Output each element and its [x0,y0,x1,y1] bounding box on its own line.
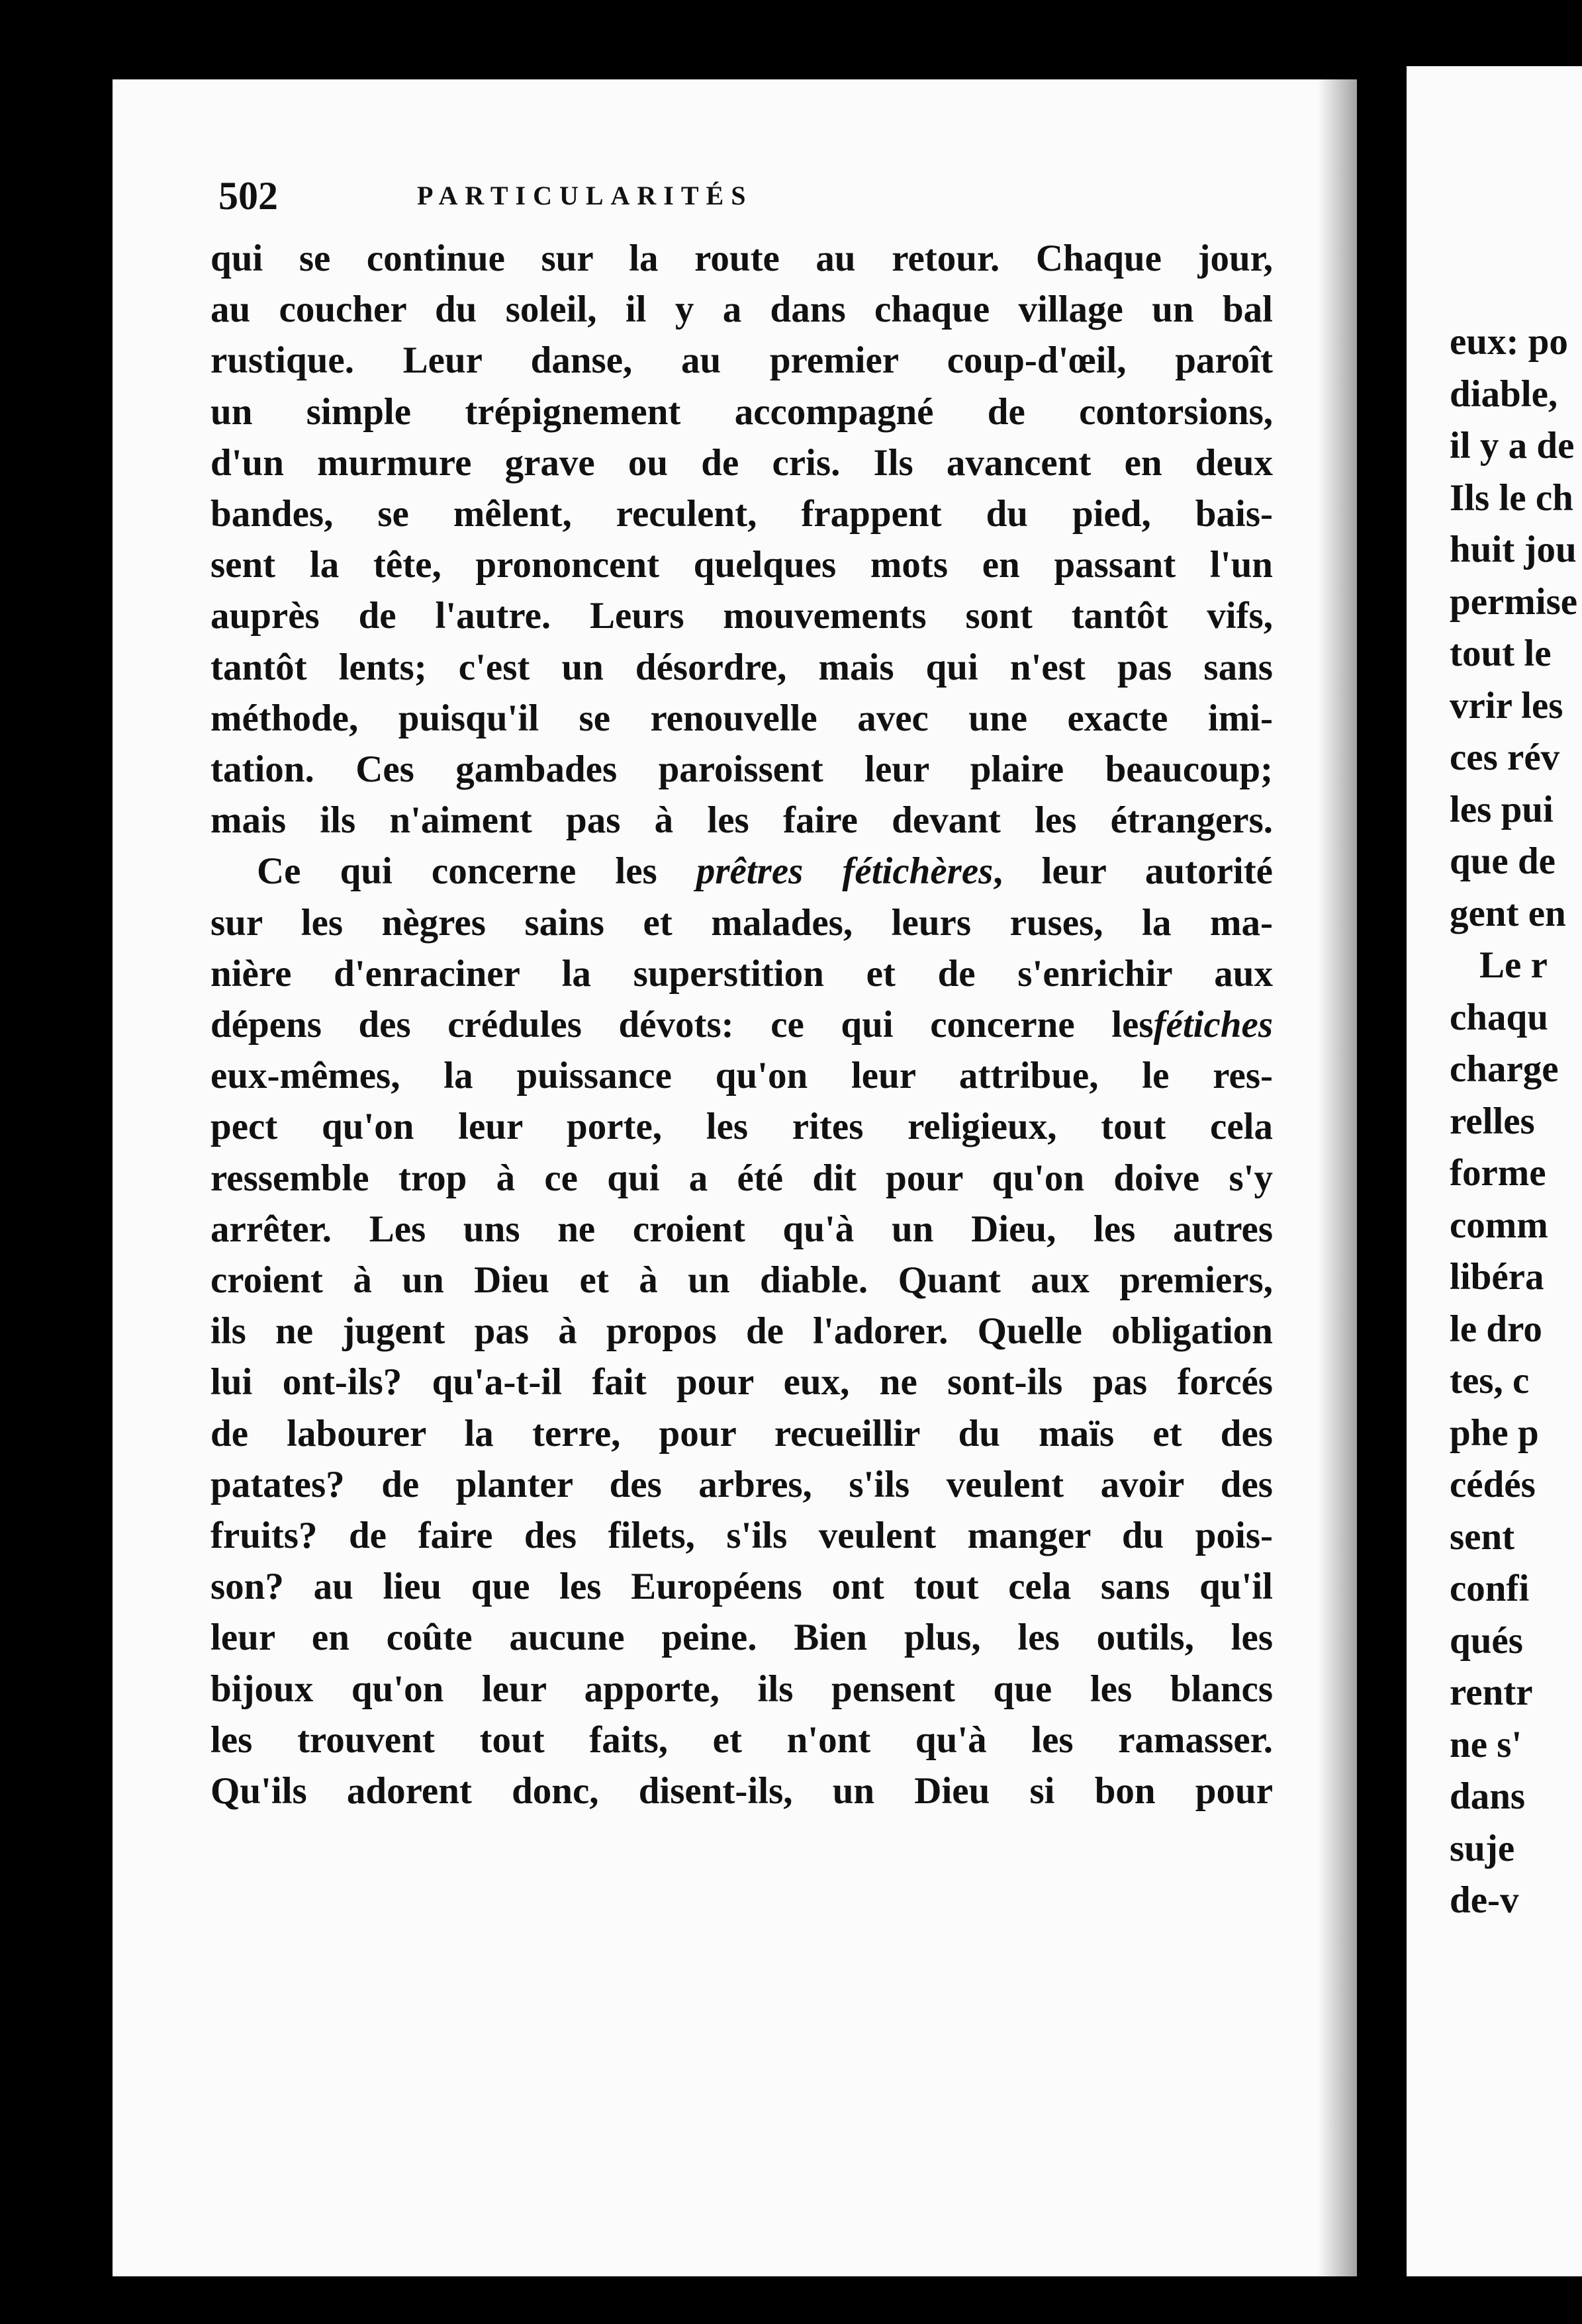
text-fragment: le dro [1450,1308,1542,1350]
text-fragment: libéra [1450,1256,1544,1298]
text-fragment: forme [1450,1152,1546,1194]
running-title: PARTICULARITÉS [417,181,753,210]
text-line: nière d'enraciner la superstition et de s'enrichir aux [210,952,1273,995]
text-fragment: que de [1450,840,1556,882]
body-text [210,233,1273,1816]
text-fragment: qués [1450,1619,1523,1662]
text-fragment: diable, [1450,373,1558,415]
text-fragment: relles [1450,1100,1535,1142]
text-line: qui se continue sur la route au retour. Chaque jour, [210,238,1273,279]
text-line: sent la tête, prononcent quelques mots en passant l'un [210,544,1273,586]
text-line: tantôt lents; c'est un désordre, mais qui n'est pas sans [210,646,1273,688]
text-fragment: vrir les [1450,684,1563,727]
text-line: au coucher du soleil, il y a dans chaque village un bal [210,289,1273,331]
text-fragment: dans [1450,1775,1526,1817]
text-line: eux-mêmes, la puissance qu'on leur attribue, le res- [210,1055,1273,1097]
text-line: tation. Ces gambades paroissent leur plaire beaucoup; [210,748,1273,791]
text-line [210,846,1273,897]
text-fragment: permise [1450,580,1578,623]
text-fragment: ces rév [1450,737,1560,778]
text-fragment: gent en [1450,892,1566,934]
text-fragment: Ils le ch [1450,476,1573,519]
text-line: fruits? de faire des filets, s'ils veulent manger du pois- [210,1515,1273,1557]
gutter-shadow [1317,79,1357,2276]
text-fragment: huit jou [1450,529,1577,570]
text-line: un simple trépignement accompagné de contorsions, [210,390,1273,433]
text-line: auprès de l'autre. Leurs mouvements sont tantôt vifs, [210,595,1273,637]
text-line: de labourer la terre, pour recueillir du maïs et des [210,1412,1273,1454]
text-line: d'un murmure grave ou de cris. Ils avancent en deux [210,441,1273,484]
text-line: patates? de planter des arbres, s'ils veulent avoir des [210,1463,1273,1505]
text-fragment: suje [1450,1827,1515,1869]
text-fragment: Le r [1479,944,1548,986]
text-line: bandes, se mêlent, reculent, frappent du pied, bais- [210,493,1273,535]
text-run: Ce qui concerne les [257,850,657,893]
text-line: croient à un Dieu et à un diable. Quant aux premiers, [210,1259,1273,1302]
right-page-text [1450,316,1582,1927]
text-line: leur en coûte aucune peine. Bien plus, les outils, les [210,1617,1273,1659]
text-fragment: confi [1450,1568,1530,1609]
text-line: son? au lieu que les Européens ont tout cela sans qu'il [210,1566,1273,1608]
text-fragment: ne s' [1450,1723,1522,1765]
text-fragment: sent [1450,1515,1515,1558]
text-fragment: chaqu [1450,996,1548,1038]
text-fragment: cédés [1450,1464,1536,1505]
text-run: dépens des crédules dévots: ce qui concerne les [210,1004,1154,1046]
text-line: Qu'ils adorent donc, disent-ils, un Dieu si bon pour [210,1770,1273,1812]
text-line: les trouvent tout faits, et n'ont qu'à les ramasser. [210,1719,1273,1761]
text-fragment: tout le [1450,633,1552,674]
text-line: ressemble trop à ce qui a été dit pour qu'on doive s'y [210,1157,1273,1199]
page-number: 502 [218,174,278,218]
italic-term: fétiches [1153,1004,1273,1046]
text-fragment: eux: po [1450,321,1568,363]
running-head [218,173,1033,233]
text-line: pect qu'on leur porte, les rites religieux, tout cela [210,1106,1273,1148]
text-line: sur les nègres sains et malades, leurs ruses, la ma- [210,901,1273,944]
text-line: bijoux qu'on leur apporte, ils pensent que les blancs [210,1668,1273,1710]
italic-term: prêtres fétichères [696,850,994,893]
text-line: lui ont-ils? qu'a-t-il fait pour eux, ne sont-ils pas forcés [210,1361,1273,1404]
text-line: rustique. Leur danse, au premier coup-d'œil, paroît [210,339,1273,382]
text-fragment: les pui [1450,788,1554,830]
text-line: ils ne jugent pas à propos de l'adorer. Quelle obligation [210,1310,1273,1353]
text-line: arrêter. Les uns ne croient qu'à un Dieu, les autres [210,1208,1273,1250]
text-line [210,999,1273,1050]
right-page-edge [1407,66,1582,2276]
text-line: méthode, puisqu'il se renouvelle avec une exacte imi- [210,697,1273,739]
text-line: mais ils n'aiment pas à les faire devant les étrangers. [210,799,1273,842]
text-fragment: tes, c [1450,1360,1530,1402]
text-fragment: de-v [1450,1879,1519,1921]
text-run: , leur autorité [993,850,1273,893]
text-fragment: charge [1450,1048,1559,1090]
text-fragment: phe p [1450,1411,1539,1454]
text-fragment: rentr [1450,1672,1533,1713]
text-fragment: il y a de [1450,425,1575,467]
text-fragment: comm [1450,1204,1548,1246]
